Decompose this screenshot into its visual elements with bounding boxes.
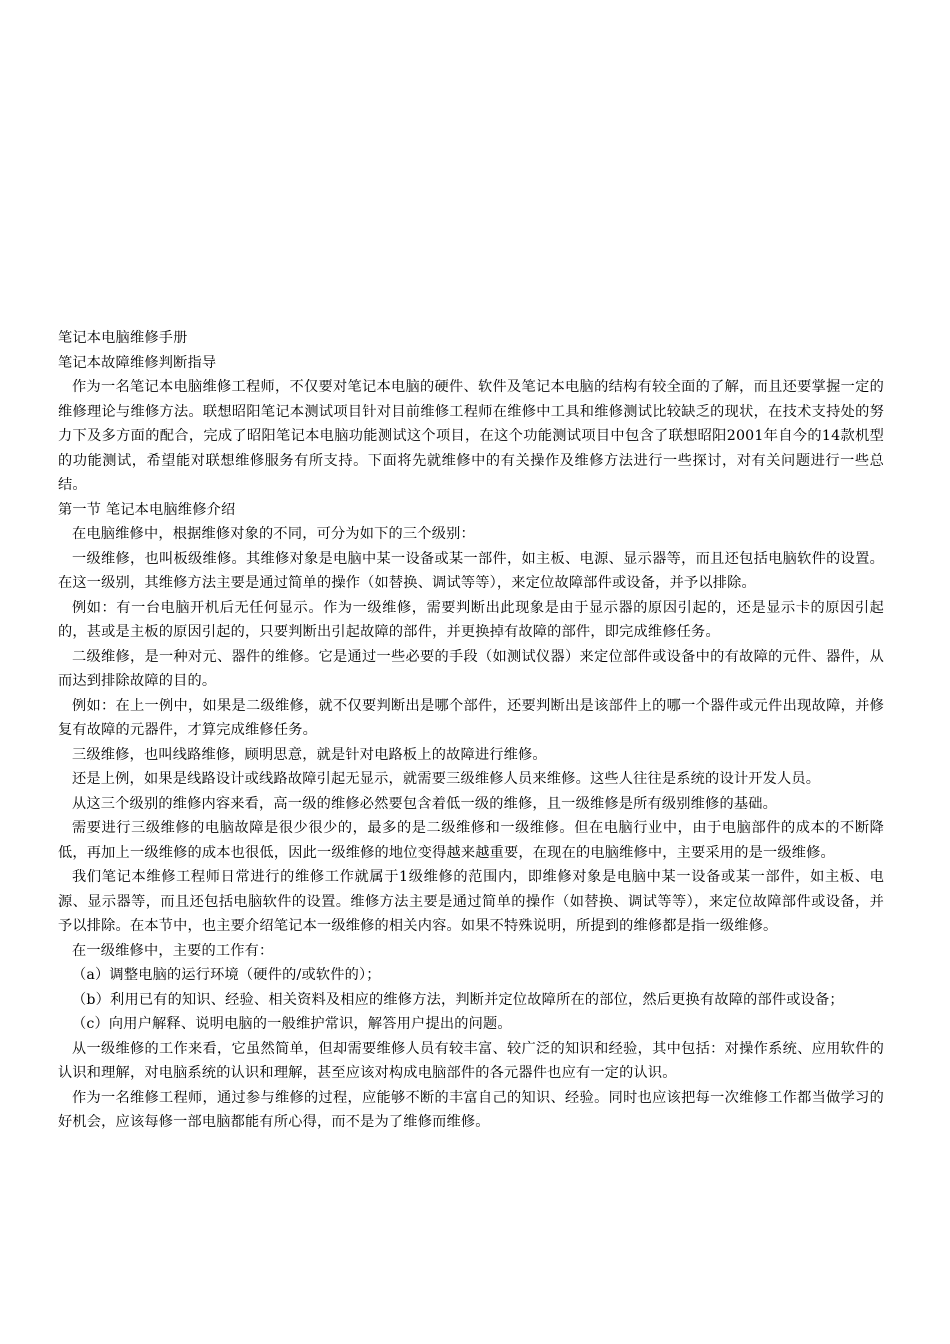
section-paragraph: 一级维修，也叫板级维修。其维修对象是电脑中某一设备或某一部件，如主板、电源、显示器等，而且还包括电脑软件的设置。在这一级别，其维修方法主要是通过简单的操作（如替换、调试等等），来定位故障部件或设备，并予以排除。 [58, 550, 884, 591]
section-paragraph: 二级维修，是一种对元、器件的维修。它是通过一些必要的手段（如测试仪器）来定位部件或设备中的有故障的元件、器件，从而达到排除故障的目的。 [58, 648, 884, 689]
document-subtitle: 笔记本故障维修判断指导 [58, 354, 217, 371]
work-item: （a）调整电脑的运行环境（硬件的/或软件的）； [72, 967, 381, 983]
document-content [58, 326, 884, 1135]
section-paragraph: 从这三个级别的维修内容来看，高一级的维修必然要包含着低一级的维修，且一级维修是所有级别维修的基础。 [72, 795, 777, 812]
section-paragraph: 在电脑维修中，根据维修对象的不同，可分为如下的三个级别： [72, 526, 475, 542]
section-paragraph: 在一级维修中，主要的工作有： [72, 942, 274, 959]
intro-paragraph: 作为一名笔记本电脑维修工程师，不仅要对笔记本电脑的硬件、软件及笔记本电脑的结构有较全面的了解，而且还要掌握一定的维修理论与维修方法。联想昭阳笔记本测试项目针对目前维修工程师在维修中工具和维修测试比较缺乏的现状，在技术支持处的努力下及多方面的配合，完成了昭阳笔记本电脑功能测试这个项目，在这个功能测试项目中包含了联想昭阳2001年自今的14款机型的功能测试，希望能对联想维修服务有所支持。下面将先就维修中的有关操作及维修方法进行一些探讨，对有关问题进行一些总结。 [58, 379, 884, 493]
closing-paragraph: 从一级维修的工作来看，它虽然简单，但却需要维修人员有较丰富、较广泛的知识和经验，其中包括：对操作系统、应用软件的认识和理解，对电脑系统的认识和理解，甚至应该对构成电脑部件的各元器件也应有一定的认识。 [58, 1040, 884, 1081]
section-paragraph: 例如：在上一例中，如果是二级维修，就不仅要判断出是哪个部件，还要判断出是该部件上的哪一个器件或元件出现故障，并修复有故障的元器件，才算完成维修任务。 [58, 697, 884, 738]
work-item: （b）利用已有的知识、经验、相关资料及相应的维修方法，判断并定位故障所在的部位，然后更换有故障的部件或设备； [72, 991, 844, 1008]
section-paragraph: 三级维修，也叫线路维修，顾明思意，就是针对电路板上的故障进行维修。 [72, 746, 547, 763]
section-paragraph: 我们笔记本维修工程师日常进行的维修工作就属于1级维修的范围内，即维修对象是电脑中某一设备或某一部件，如主板、电源、显示器等，而且还包括电脑软件的设置。维修方法主要是通过简单的操作（如替换、调试等等），来定位故障部件或设备，并予以排除。在本节中，也主要介绍笔记本一级维修的相关内容。如果不特殊说明，所提到的维修都是指一级维修。 [58, 869, 884, 934]
section-paragraph: 需要进行三级维修的电脑故障是很少很少的，最多的是二级维修和一级维修。但在电脑行业中，由于电脑部件的成本的不断降低，再加上一级维修的成本也很低，因此一级维修的地位变得越来越重要，在现在的电脑维修中，主要采用的是一级维修。 [58, 820, 884, 861]
section-paragraph: 还是上例，如果是线路设计或线路故障引起无显示，就需要三级维修人员来维修。这些人往往是系统的设计开发人员。 [72, 771, 821, 787]
section-paragraph: 例如：有一台电脑开机后无任何显示。作为一级维修，需要判断出此现象是由于显示器的原因引起的，还是显示卡的原因引起的，甚或是主板的原因引起的，只要判断出引起故障的部件，并更换掉有故障的部件，即完成维修任务。 [58, 599, 884, 640]
work-item: （c）向用户解释、说明电脑的一般维护常识，解答用户提出的问题。 [72, 1016, 512, 1032]
closing-paragraph: 作为一名维修工程师，通过参与维修的过程，应能够不断的丰富自己的知识、经验。同时也应该把每一次维修工作都当做学习的好机会，应该每修一部电脑都能有所心得，而不是为了维修而维修。 [58, 1089, 884, 1130]
section-heading: 第一节 笔记本电脑维修介绍 [58, 501, 236, 518]
document-title: 笔记本电脑维修手册 [58, 330, 188, 346]
